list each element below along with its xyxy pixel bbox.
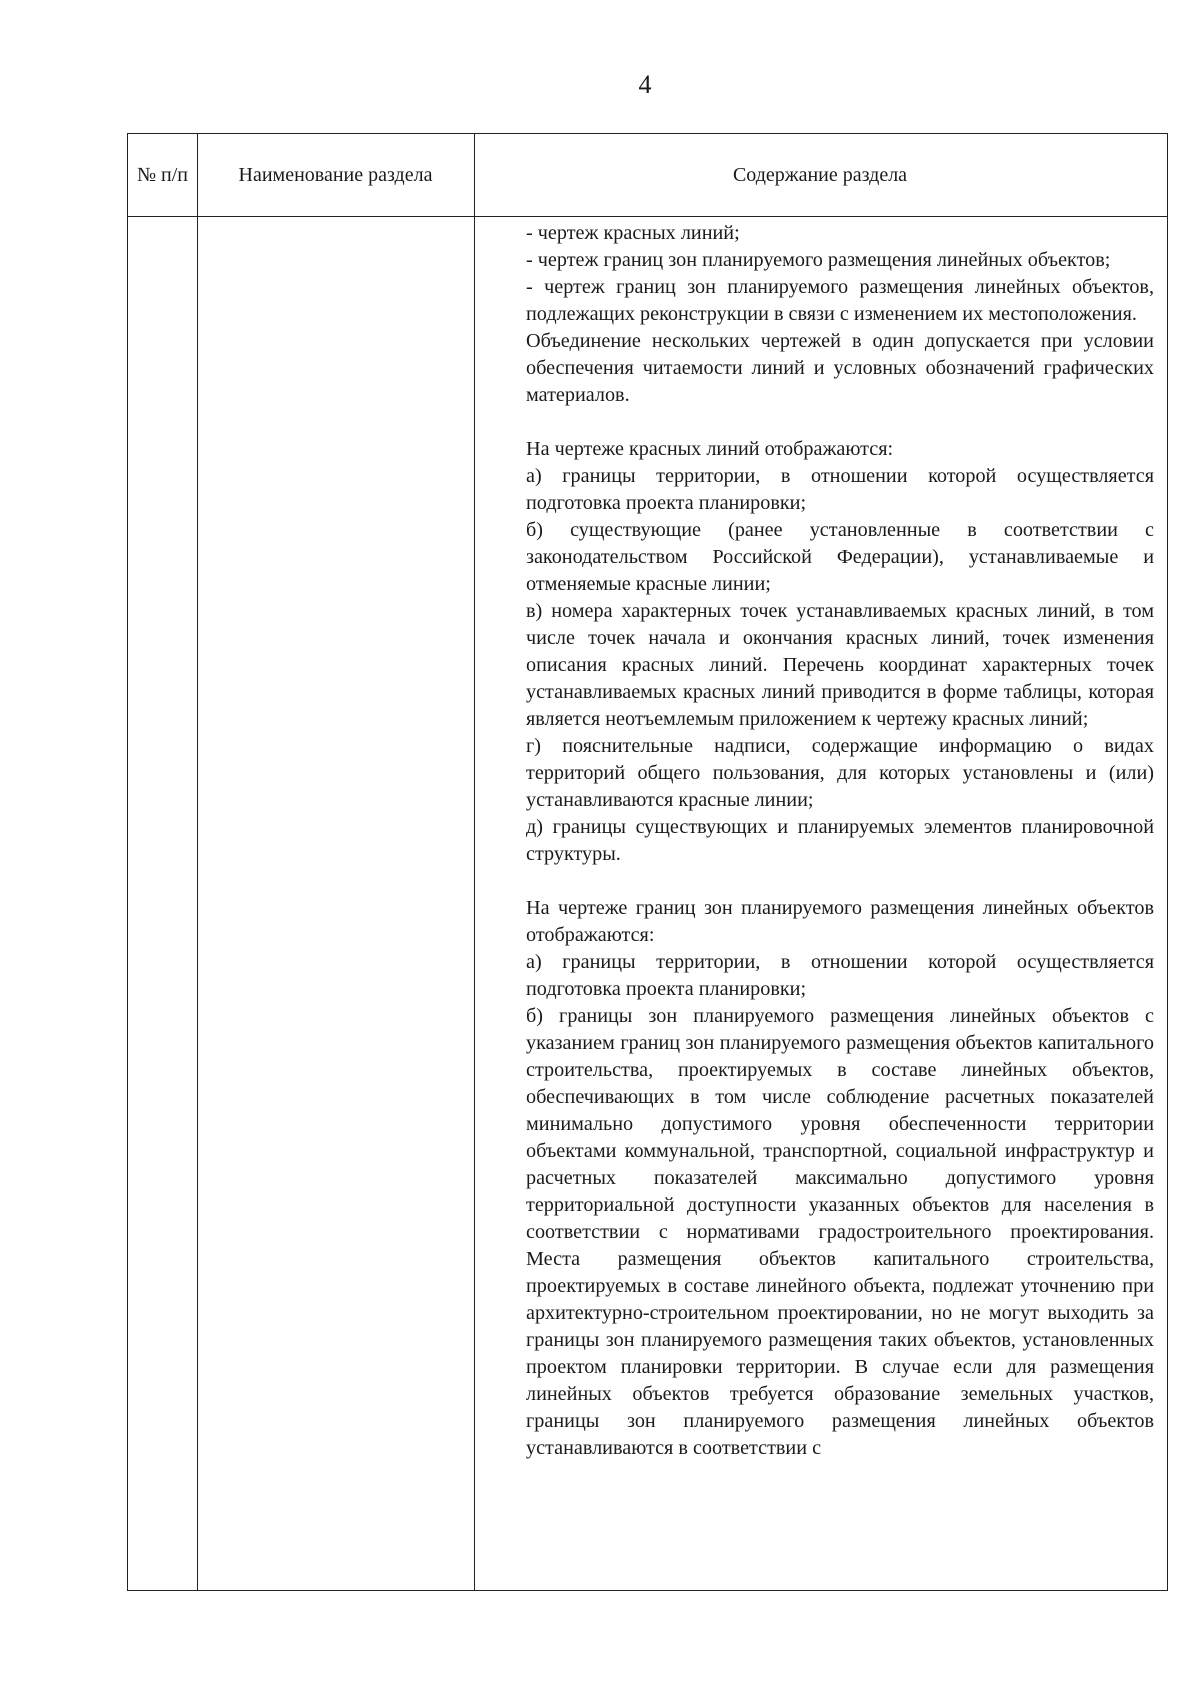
content-paragraph: - чертеж границ зон планируемого размещения линейных объектов; [526,249,1111,271]
content-paragraph: - чертеж границ зон планируемого размещения линейных объектов, подлежащих реконструкции в связи с изменением их местоположения. [526,276,1154,325]
section-content [526,220,1154,1462]
header-number: № п/п [136,163,189,186]
content-paragraph: На чертеже красных линий отображаются: [526,438,894,460]
page-number: 4 [638,70,652,99]
content-paragraph: а) границы территории, в отношении которой осуществляется подготовка проекта планировки; [526,465,1154,514]
content-paragraph: в) номера характерных точек устанавливаемых красных линий, в том числе точек начала и окончания красных линий, точек изменения описания красных линий. Перечень координат характерных точек устанавливаемых красных линий приводится в форме таблицы, которая является неотъемлемым приложением к чертежу красных линий; [526,600,1154,730]
header-section-name: Наименование раздела [238,163,433,186]
header-divider [128,216,1167,217]
content-paragraph: - чертеж красных линий; [526,222,740,244]
column-divider [474,134,475,1590]
content-paragraph: г) пояснительные надписи, содержащие информацию о видах территорий общего пользования, для которых установлены и (или) устанавливаются красные линии; [526,735,1154,811]
column-divider [197,134,198,1590]
sections-table [127,133,1168,1591]
content-paragraph: б) границы зон планируемого размещения линейных объектов с указанием границ зон планируемого размещения объектов капитального строительства, проектируемых в составе линейных объектов, обеспечивающих в том числе соблюдение расчетных показателей минимально допустимого уровня обеспеченности территории объектами коммунальной, транспортной, социальной инфраструктур и расчетных показателей максимально допустимого уровня территориальной доступности указанных объектов для населения в соответствии с нормативами градостроительного проектирования. Места размещения объектов капитального строительства, проектируемых в составе линейного объекта, подлежат уточнению при архитектурно-строительном проектировании, но не могут выходить за границы зон планируемого размещения таких объектов, установленных проектом планировки территории. В случае если для размещения линейных объектов требуется образование земельных участков, границы зон планируемого размещения линейных объектов устанавливаются в соответствии с [526,1005,1154,1459]
content-paragraph: а) границы территории, в отношении которой осуществляется подготовка проекта планировки; [526,951,1154,1000]
paragraph-spacer [526,868,1154,895]
content-paragraph: б) существующие (ранее установленные в соответствии с законодательством Российской Федерации), устанавливаемые и отменяемые красные линии; [526,519,1154,595]
header-section-content: Содержание раздела [732,163,908,186]
paragraph-spacer [526,409,1154,436]
content-paragraph: д) границы существующих и планируемых элементов планировочной структуры. [526,816,1154,865]
content-paragraph: Объединение нескольких чертежей в один допускается при условии обеспечения читаемости линий и условных обозначений графических материалов. [526,330,1154,406]
content-paragraph: На чертеже границ зон планируемого размещения линейных объектов отображаются: [526,897,1154,946]
